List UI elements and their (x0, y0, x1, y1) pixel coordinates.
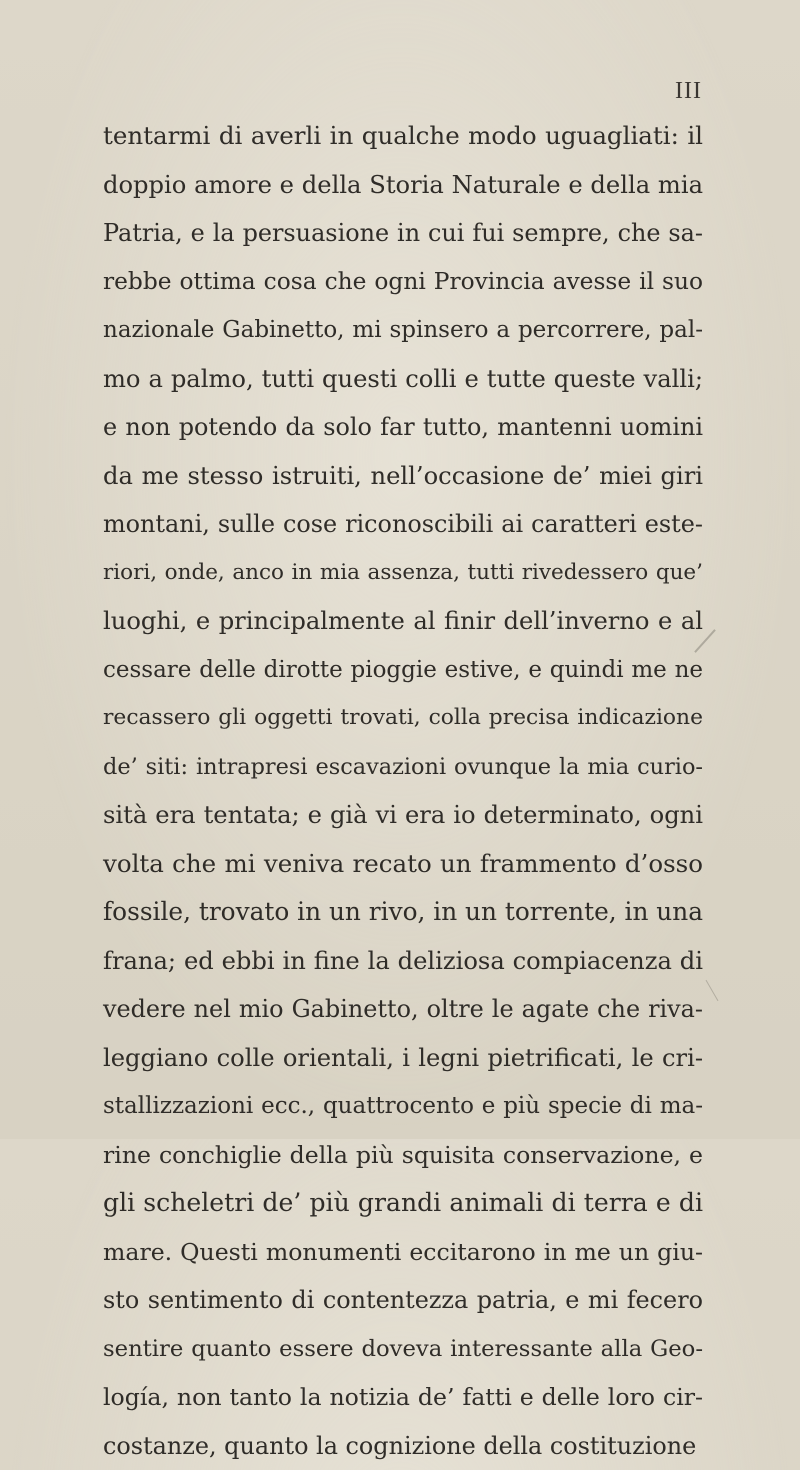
paper-mark (706, 980, 719, 1001)
text-line: Patria, e la persuasione in cui fui sempre, che sa- (103, 209, 703, 258)
text-line: volta che mi veniva recato un frammento d’osso (103, 840, 703, 889)
text-line: de’ siti: intrapresi escavazioni ovunque la mia curio- (103, 743, 703, 792)
text-line: tentarmi di averli in qualche modo uguagliati: il (103, 112, 703, 161)
text-line: sità era tentata; e già vi era io determinato, ogni (103, 791, 703, 840)
text-line: leggiano colle orientali, i legni pietrificati, le cri- (103, 1034, 703, 1083)
text-line: nazionale Gabinetto, mi spinsero a percorrere, pal- (103, 306, 703, 355)
text-line: e non potendo da solo far tutto, mantenni uomini (103, 403, 703, 452)
text-line: rine conchiglie della più squisita conservazione, e (103, 1131, 703, 1180)
text-line: rebbe ottima cosa che ogni Provincia avesse il suo (103, 258, 703, 307)
text-line: sentire quanto essere doveva interessante alla Geo- (103, 1325, 703, 1374)
text-line: cessare delle dirotte pioggie estive, e quindi me ne (103, 646, 703, 695)
text-line: mare. Questi monumenti eccitarono in me un giu- (103, 1228, 703, 1277)
text-line: sto sentimento di contentezza patria, e mi fecero (103, 1276, 703, 1325)
text-line: logía, non tanto la notizia de’ fatti e delle loro cir- (103, 1373, 703, 1422)
text-line: da me stesso istruiti, nell’occasione de’ miei giri (103, 452, 703, 501)
text-line: costanze, quanto la cognizione della costituzione (103, 1422, 703, 1470)
text-line: doppio amore e della Storia Naturale e della mia (103, 161, 703, 210)
text-line: gli scheletri de’ più grandi animali di terra e di (103, 1179, 703, 1228)
text-line: stallizzazioni ecc., quattrocento e più specie di ma- (103, 1082, 703, 1131)
body-text (103, 112, 703, 1470)
text-line: vedere nel mio Gabinetto, oltre le agate che riva- (103, 985, 703, 1034)
text-line: mo a palmo, tutti questi colli e tutte queste valli; (103, 355, 703, 404)
text-line: riori, onde, anco in mia assenza, tutti rivedessero que’ (103, 549, 703, 598)
text-line: fossile, trovato in un rivo, in un torrente, in una (103, 888, 703, 937)
text-line: luoghi, e principalmente al finir dell’inverno e al (103, 597, 703, 646)
text-line: recassero gli oggetti trovati, colla precisa indicazione (103, 694, 703, 743)
text-line: montani, sulle cose riconoscibili ai caratteri este- (103, 500, 703, 549)
page-number: III (660, 78, 702, 105)
text-line: frana; ed ebbi in fine la deliziosa compiacenza di (103, 937, 703, 986)
